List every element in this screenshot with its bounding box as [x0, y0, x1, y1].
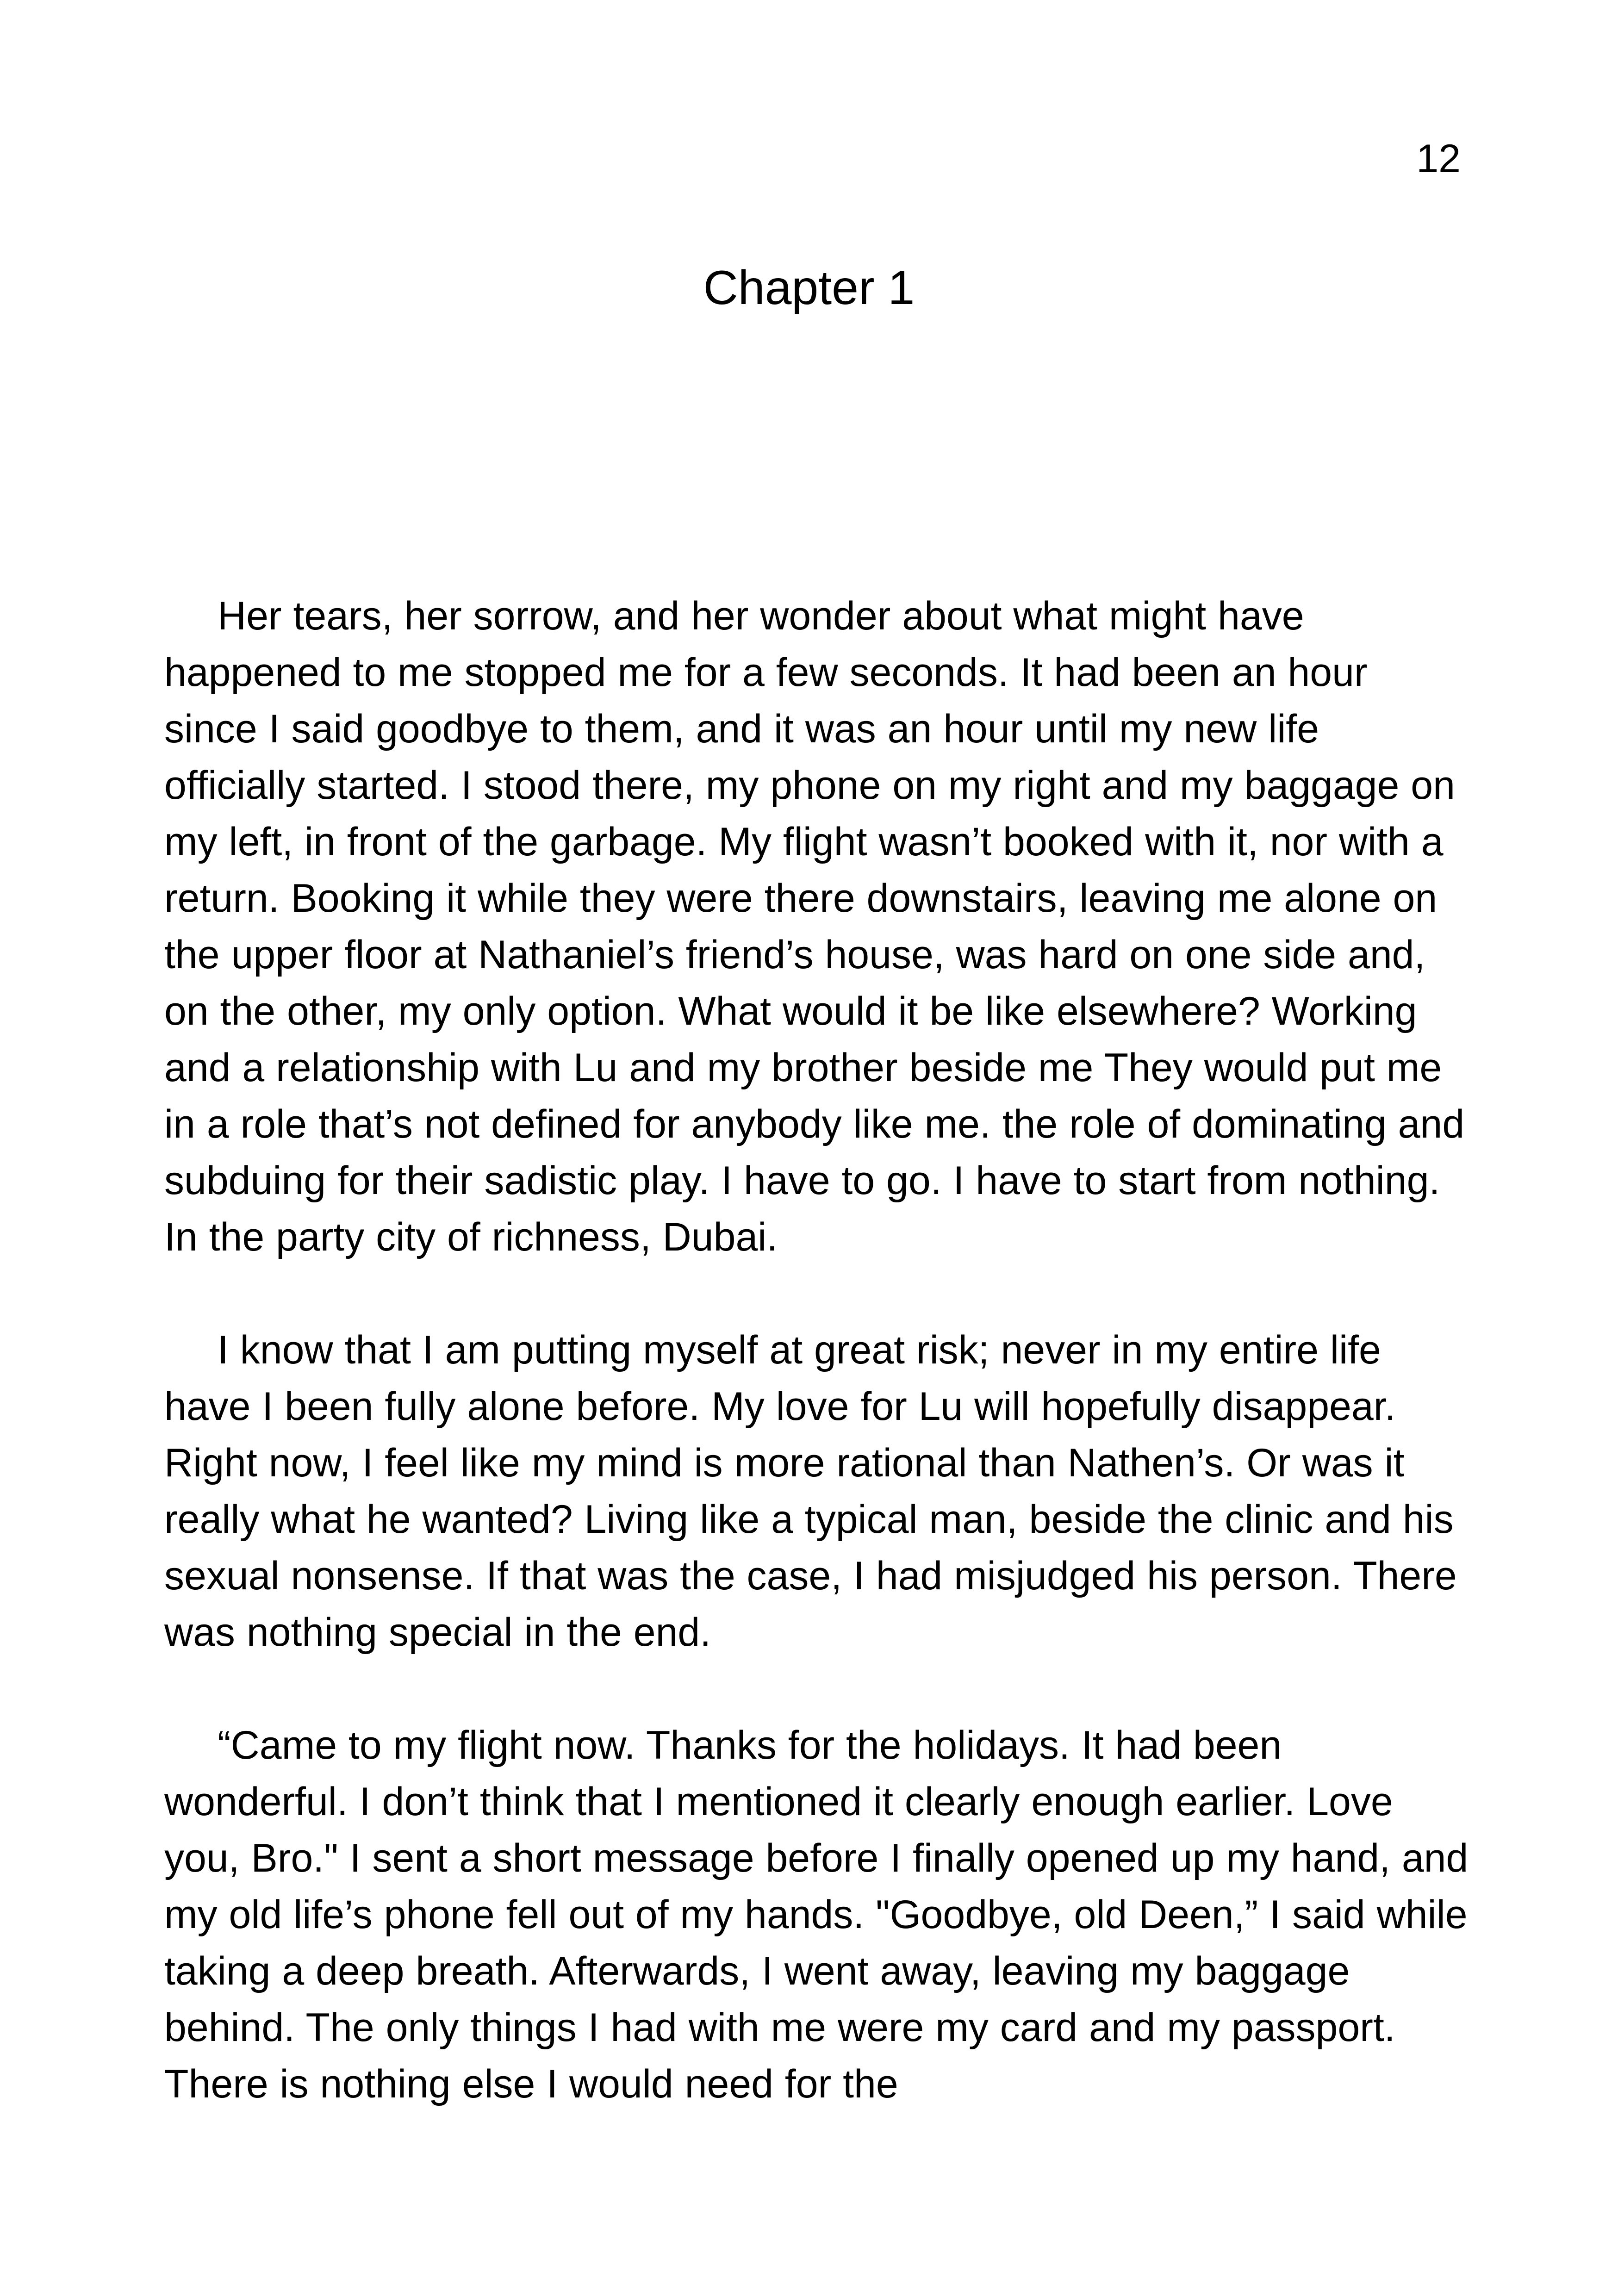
paragraph-1: Her tears, her sorrow, and her wonder about what might have happened to me stopped me for a few seconds. It had been an hour since I said goodbye to them, and it was an hour until my new life officially started. I stood there, my phone on my right and my baggage on my left, in front of the garbage. My flight wasn’t booked with it, nor with a return. Booking it while they were there downstairs, leaving me alone on the upper floor at Nathaniel’s friend’s house, was hard on one side and, on the other, my only option. What would it be like elsewhere? Working and a relationship with Lu and my brother beside me They would put me in a role that’s not defined for anybody like me. the role of dominating and subduing for their sadistic play. I have to go. I have to start from nothing. In the party city of richness, Dubai.	[164, 594, 1465, 1259]
paragraph-3: “Came to my flight now. Thanks for the holidays. It had been wonderful. I don’t think that I mentioned it clearly enough earlier. Love you, Bro." I sent a short message before I finally opened up my hand, and my old life’s phone fell out of my hands. "Goodbye, old Deen,” I said while taking a deep breath. Afterwards, I went away, leaving my baggage behind. The only things I had with me were my card and my passport. There is nothing else I would need for the	[164, 1723, 1469, 2106]
body-text	[164, 588, 1469, 2169]
chapter-title: Chapter 1	[703, 261, 915, 315]
page-number: 12	[1416, 137, 1461, 181]
paragraph-2: I know that I am putting myself at great risk; never in my entire life have I been fully alone before. My love for Lu will hopefully disappear. Right now, I feel like my mind is more rational than Nathen’s. Or was it really what he wanted? Living like a typical man, beside the clinic and his sexual nonsense. If that was the case, I had misjudged his person. There was nothing special in the end.	[164, 1328, 1457, 1655]
